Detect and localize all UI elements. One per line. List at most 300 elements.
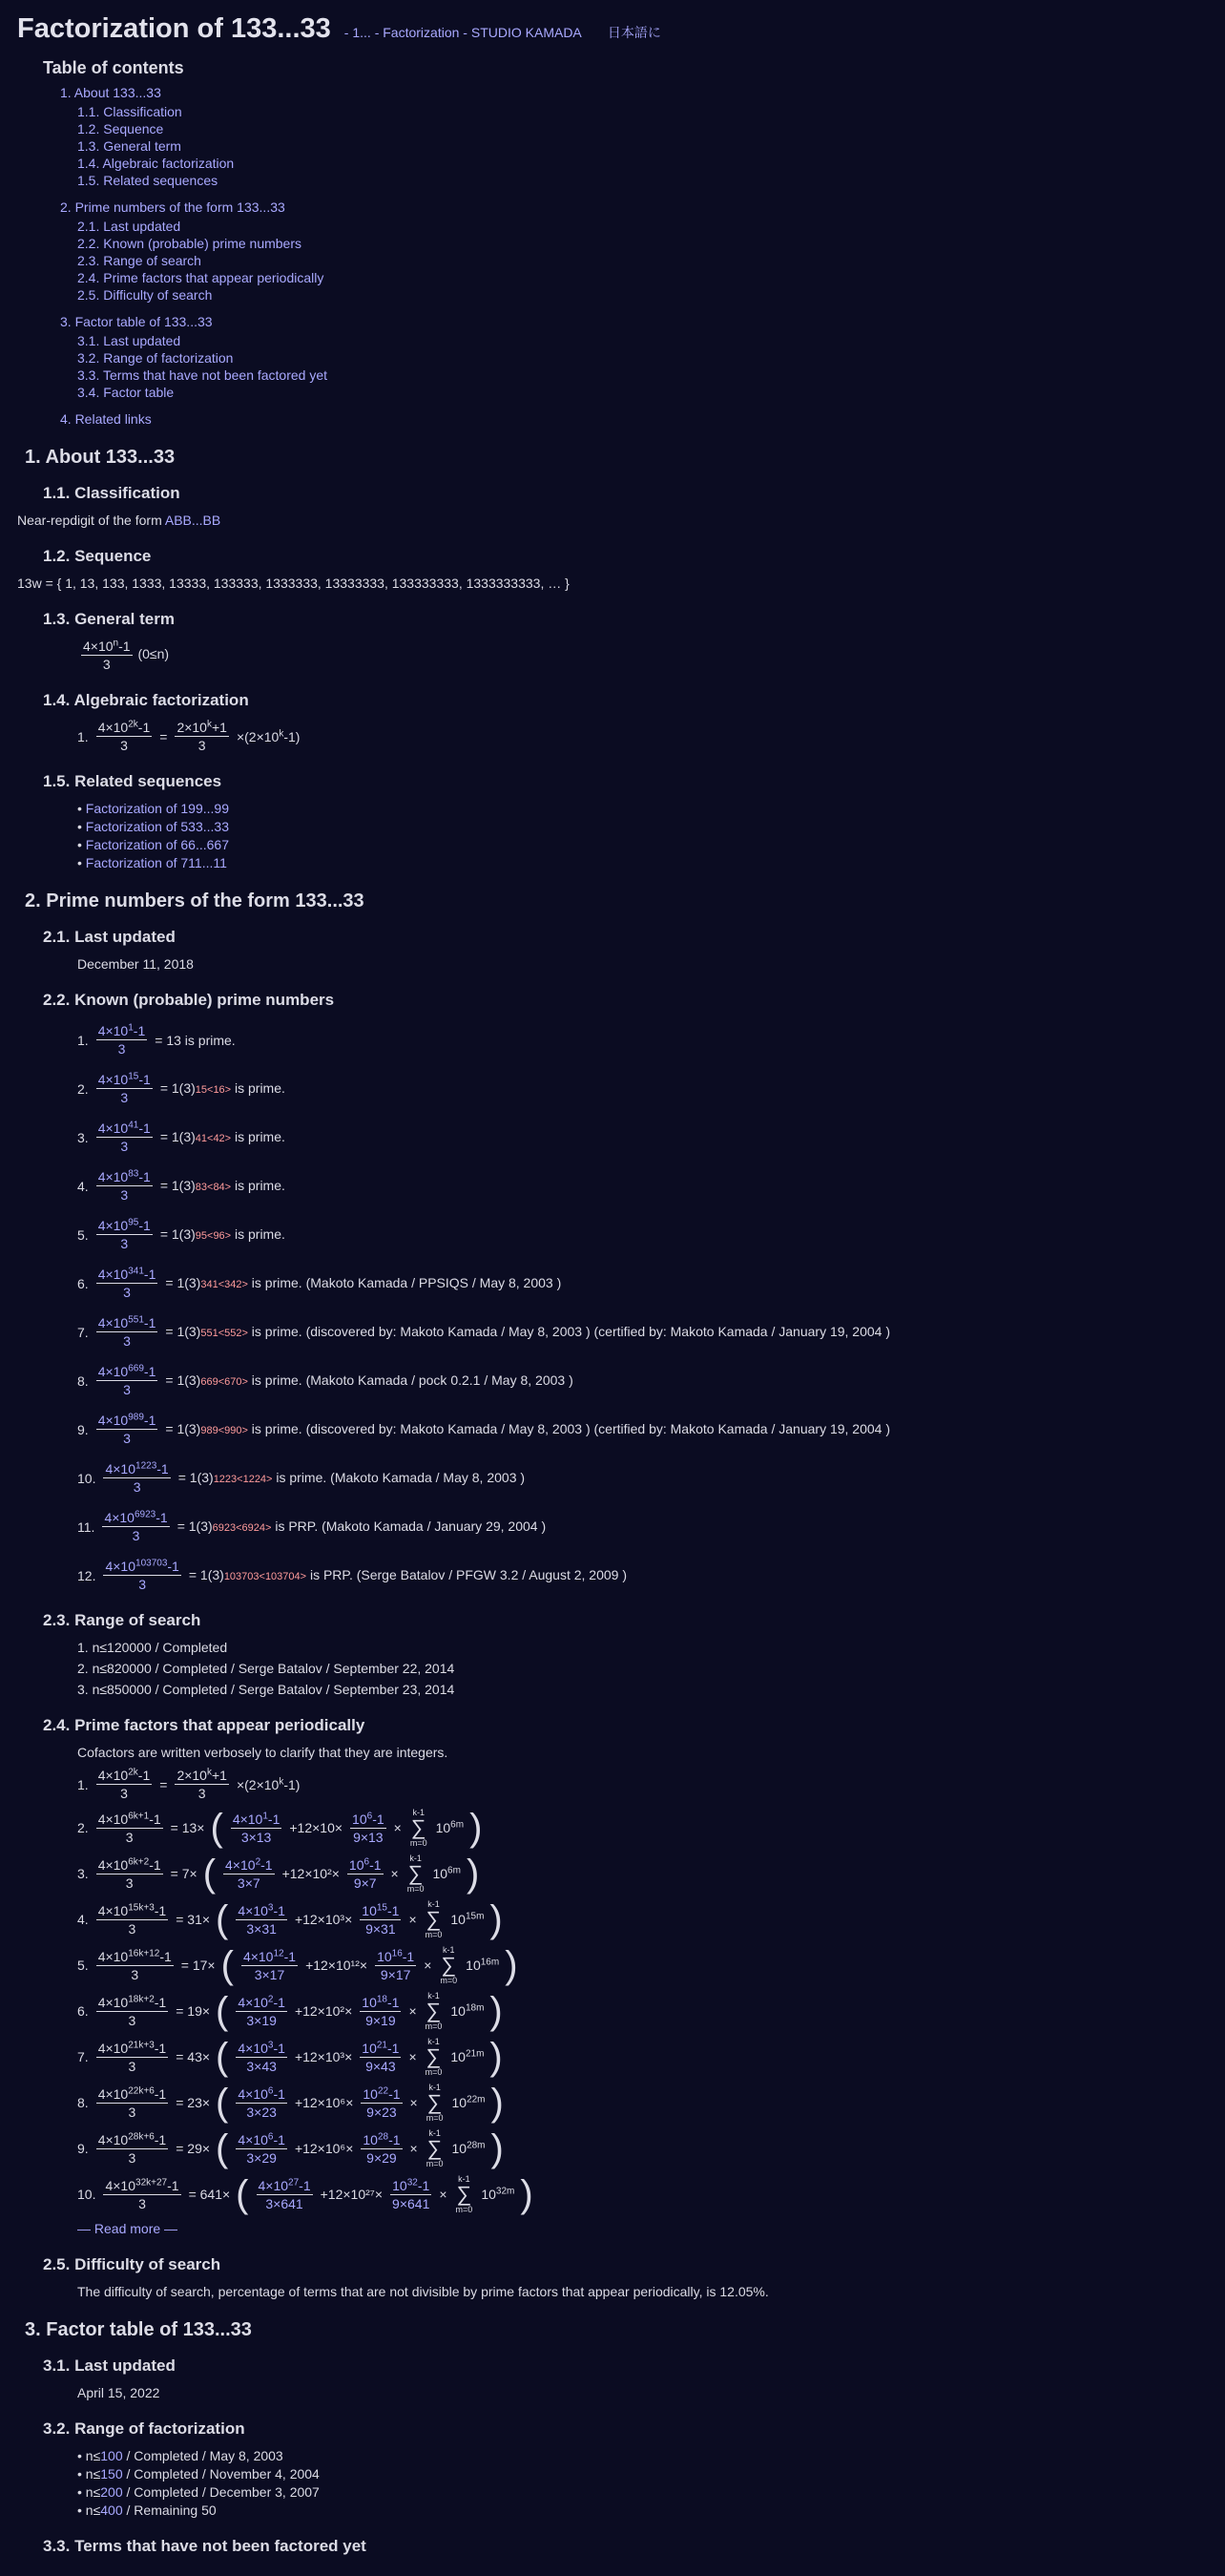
power-term: $10^{21m}$ <box>450 2048 485 2064</box>
toc-subitem <box>77 155 1208 172</box>
general-term: $\frac{4\times 10^n-1}{3}$ (0≤n) <box>83 638 170 672</box>
fraction-denominator: 3 <box>128 2104 136 2120</box>
power-term: $10^{6m}$ <box>432 1865 461 1881</box>
algebraic-factorization: 1. $\frac{4\times 10^{2k}-1}{3}$ = $\frac{2\times 10^k+1}{3}$ $\times(2\times 10^k-1)$ <box>77 719 301 753</box>
toc-item <box>60 84 1208 101</box>
close-paren: ) <box>505 1944 518 1986</box>
periodic-item <box>77 1899 1208 1939</box>
term-plus: +12×10¹²× <box>305 1958 368 1973</box>
toc-subitem <box>77 120 1208 137</box>
fraction-denominator: 9×13 <box>353 1829 384 1845</box>
fraction-denominator: 3×43 <box>246 2058 277 2074</box>
fraction-denominator: 3×31 <box>246 1920 277 1937</box>
fraction-numerator: $4\times 10^1-1$ <box>97 1022 146 1038</box>
fraction-numerator: $4\times 10^{6923}-1$ <box>104 1509 168 1525</box>
toc-sublink[interactable]: 3.1. Last updated <box>77 333 181 348</box>
times: × <box>424 1958 432 1973</box>
toc-sublink[interactable]: 1.5. Related sequences <box>77 173 218 188</box>
classification <box>17 512 1208 529</box>
periodic-fraction <box>96 2040 169 2075</box>
toc-link[interactable]: 3. Factor table of 133...33 <box>60 314 213 329</box>
prime-fraction[interactable] <box>96 1168 153 1204</box>
fraction-numerator: $4\times 10^{27}-1$ <box>258 2176 311 2193</box>
prime-item <box>77 1363 1208 1398</box>
heading-2-1: 2.1. Last updated <box>43 928 176 946</box>
fraction-numerator: $4\times 10^{32k+27}-1$ <box>105 2176 179 2193</box>
toc-item <box>60 410 1208 428</box>
toc-item <box>60 313 1208 330</box>
toc-subitem <box>77 252 1208 269</box>
sigma-glyph: ∑ <box>426 1907 442 1931</box>
periodic-item: 1. $\frac{4\times 10^{2k}-1}{3}$ = $\frac{2\times 10^k+1}{3}$ $\times(2\times 10^k-1)$ <box>77 1767 301 1801</box>
sigma-glyph: ∑ <box>426 2044 442 2068</box>
related-link[interactable]: Factorization of 533...33 <box>85 819 229 834</box>
prime-fraction[interactable] <box>103 1558 180 1593</box>
toc-sublink[interactable]: 3.2. Range of factorization <box>77 350 234 366</box>
range-link[interactable]: 200 <box>100 2484 123 2500</box>
heading-2-5: 2.5. Difficulty of search <box>43 2255 221 2273</box>
periodic-index: 4. <box>77 1912 89 1927</box>
open-paren: ( <box>216 2082 229 2124</box>
sigma-bottom: m=0 <box>440 1976 458 1985</box>
toc-sublink[interactable]: 1.1. Classification <box>77 104 182 119</box>
fraction-numerator: $10^{16}-1$ <box>377 1947 415 1964</box>
related-item: • Factorization of 711...11 <box>77 855 227 870</box>
times: × <box>439 2187 447 2202</box>
term-plus: +12×10⁶× <box>294 2095 354 2110</box>
prime-item <box>77 1022 1208 1058</box>
related-item: • Factorization of 199...99 <box>77 801 229 816</box>
power-term: $10^{18m}$ <box>450 2002 485 2019</box>
term-fraction <box>347 1856 384 1892</box>
prime-fraction[interactable] <box>103 1460 170 1496</box>
fraction-denominator: 3 <box>138 1577 147 1592</box>
fraction-denominator: 9×17 <box>380 1966 411 1982</box>
fraction-numerator: $10^{18}-1$ <box>362 1993 400 2010</box>
heading-1-2: 1.2. Sequence <box>43 547 152 565</box>
prime-factor: = 7× <box>170 1866 197 1881</box>
digit-count: 83<84> <box>195 1181 232 1193</box>
sigma-glyph: ∑ <box>441 1953 457 1977</box>
periodic-item <box>77 2037 1208 2077</box>
prime-factor: = 31× <box>176 1912 211 1927</box>
fraction-denominator: 3 <box>120 1139 129 1154</box>
toc-sublink[interactable]: 1.4. Algebraic factorization <box>77 156 235 171</box>
prime-index: 4. <box>77 1178 89 1194</box>
fraction-denominator: 3 <box>138 2195 146 2211</box>
crumb-root[interactable]: 1... <box>352 25 371 40</box>
toc-sublink[interactable]: 1.3. General term <box>77 138 181 154</box>
prime-item <box>77 1217 1208 1252</box>
toc-subitem <box>77 137 1208 155</box>
prime-value: = 1(3)551<552> is prime. (discovered by: Makoto Kamada / May 8, 2003 ) (certified by: Makoto Kamada / January 19, 2004 ) <box>165 1323 890 1339</box>
fraction-numerator: $4\times 10^{28k+6}-1$ <box>97 2130 167 2147</box>
related-sequences <box>77 800 1208 871</box>
heading-2-2: 2.2. Known (probable) prime numbers <box>43 991 335 1009</box>
fraction-numerator: $4\times 10^{6k+1}-1$ <box>97 1810 161 1827</box>
prime-item <box>77 1558 1208 1593</box>
fraction-numerator: $4\times 10^6-1$ <box>238 2084 285 2102</box>
fraction-numerator: $4\times 10^{18k+2}-1$ <box>97 1993 167 2010</box>
periodic-fraction <box>103 2177 180 2212</box>
term-fraction <box>360 1902 401 1937</box>
term-fraction <box>360 2040 401 2075</box>
toc-sublink[interactable]: 2.4. Prime factors that appear periodically <box>77 270 324 285</box>
open-paren: ( <box>216 2127 229 2169</box>
periodic-index: 7. <box>77 2049 89 2064</box>
sigma-top: k-1 <box>428 2128 441 2138</box>
prime-index: 3. <box>77 1129 89 1145</box>
section-1-title: 1. About 133...33 <box>25 447 176 468</box>
sigma-bottom: m=0 <box>426 2113 444 2123</box>
toc-sublink[interactable]: 1.2. Sequence <box>77 121 164 136</box>
sigma-symbol <box>407 1853 425 1894</box>
close-paren: ) <box>490 2127 504 2169</box>
fraction-numerator: $4\times 10^{1223}-1$ <box>105 1460 169 1476</box>
prime-item <box>77 1460 1208 1496</box>
fraction-denominator: 3 <box>128 2058 136 2074</box>
sigma-symbol <box>426 2037 443 2077</box>
term-plus: +12×10³× <box>294 2049 353 2064</box>
digit-count: 669<670> <box>200 1375 248 1388</box>
crumb-factorization[interactable]: Factorization <box>383 25 460 40</box>
range-item: 1. n≤120000 / Completed <box>77 1640 228 1655</box>
sigma-glyph: ∑ <box>426 1999 442 2022</box>
periodic-index: 9. <box>77 2141 89 2156</box>
prime-value: = 1(3)83<84> is prime. <box>159 1177 285 1193</box>
fraction-denominator: 3 <box>117 1041 126 1057</box>
toc-sublink[interactable]: 2.1. Last updated <box>77 219 181 234</box>
power-term: $10^{22m}$ <box>451 2094 486 2110</box>
periodic-fraction <box>96 1994 169 2029</box>
toc-sublink[interactable]: 3.4. Factor table <box>77 385 175 400</box>
classification-link[interactable]: ABB...BB <box>164 513 221 528</box>
fraction-numerator: $10^6-1$ <box>352 1810 384 1827</box>
sigma-symbol <box>440 1945 457 1985</box>
sigma-bottom: m=0 <box>406 1884 425 1894</box>
term-fraction <box>241 1948 298 1983</box>
prime-index: 8. <box>77 1372 89 1389</box>
prime-index: 9. <box>77 1421 89 1437</box>
prime-value: = 1(3)6923<6924> is PRP. (Makoto Kamada / January 29, 2004 ) <box>176 1518 547 1534</box>
term-fraction <box>361 2131 402 2167</box>
sequence-text: 13w = { 1, 13, 133, 1333, 13333, 133333, 1333333, 13333333, 133333333, 1333333333, … } <box>17 576 570 591</box>
factor-range-item: • n≤100 / Completed / May 8, 2003 <box>77 2448 283 2463</box>
prime-value: = 1(3)41<42> is prime. <box>159 1128 285 1144</box>
times: × <box>393 1820 402 1835</box>
term-fraction <box>375 1948 416 1983</box>
close-paren: ) <box>489 1898 503 1940</box>
digit-count: 95<96> <box>195 1229 232 1242</box>
toc-subitem <box>77 349 1208 367</box>
heading-1-5: 1.5. Related sequences <box>43 772 222 790</box>
times: × <box>409 2141 418 2156</box>
sigma-symbol <box>426 2083 444 2123</box>
fraction-numerator: $4\times 10^1-1$ <box>232 1810 280 1827</box>
prime-factor: = 29× <box>176 2141 211 2156</box>
heading-3-2: 3.2. Range of factorization <box>43 2419 245 2438</box>
range-link[interactable]: 400 <box>100 2503 123 2518</box>
toc-sublink[interactable]: 2.5. Difficulty of search <box>77 287 213 303</box>
prime-index: 2. <box>77 1080 89 1097</box>
digit-count: 551<552> <box>200 1327 248 1339</box>
term-plus: +12×10²× <box>294 2003 353 2019</box>
open-paren: ( <box>216 2036 229 2078</box>
fraction-denominator: 3×23 <box>246 2104 277 2120</box>
last-updated-2: December 11, 2018 <box>77 956 194 972</box>
page-title: Factorization of 133...33 <box>17 13 331 44</box>
sigma-bottom: m=0 <box>425 1930 443 1939</box>
fraction-denominator: 3×17 <box>254 1966 285 1982</box>
close-paren: ) <box>490 2082 504 2124</box>
toc-link[interactable]: 2. Prime numbers of the form 133...33 <box>60 199 285 215</box>
toc-subitem <box>77 367 1208 384</box>
toc-subitem <box>77 269 1208 286</box>
fraction-denominator: 3 <box>120 1187 129 1203</box>
prime-fraction[interactable] <box>96 1314 158 1350</box>
factor-range-item: • n≤200 / Completed / December 3, 2007 <box>77 2484 320 2500</box>
power-term: $10^{16m}$ <box>466 1957 500 1973</box>
related-item: • Factorization of 66...667 <box>77 837 229 852</box>
prime-index: 6. <box>77 1275 89 1291</box>
toc-subitem <box>77 384 1208 401</box>
periodic-index: 5. <box>77 1958 89 1973</box>
prime-fraction[interactable] <box>96 1120 153 1155</box>
fraction-denominator: 3 <box>125 1829 134 1845</box>
fraction-numerator: $4\times 10^{669}-1$ <box>97 1363 156 1379</box>
prime-fraction[interactable] <box>96 1217 153 1252</box>
prime-fraction[interactable] <box>102 1509 169 1544</box>
term-fraction <box>236 2085 287 2121</box>
term-fraction <box>360 1994 401 2029</box>
close-paren: ) <box>520 2173 533 2215</box>
sigma-top: k-1 <box>412 1808 425 1817</box>
sigma-top: k-1 <box>409 1853 422 1863</box>
power-term: $10^{28m}$ <box>451 2140 486 2156</box>
periodic-item <box>77 1808 1208 1848</box>
fraction-denominator: 3×19 <box>246 2012 277 2028</box>
periodic-fraction <box>96 1902 169 1937</box>
fraction-denominator: 3 <box>128 2149 136 2166</box>
periodic-fraction <box>96 1948 174 1983</box>
close-paren: ) <box>489 1990 503 2032</box>
fraction-denominator: 9×19 <box>365 2012 396 2028</box>
language-link[interactable]: 日本語に <box>607 25 661 40</box>
periodic-item <box>77 2128 1208 2168</box>
range-link[interactable]: 100 <box>100 2448 123 2463</box>
fraction-denominator: 3 <box>125 1874 134 1891</box>
prime-value: = 1(3)1223<1224> is prime. (Makoto Kamada / May 8, 2003 ) <box>177 1469 526 1485</box>
fraction-denominator: 3 <box>128 1920 136 1937</box>
sigma-top: k-1 <box>427 1899 440 1909</box>
crumb-studio[interactable]: STUDIO KAMADA <box>470 25 581 40</box>
toc-group <box>60 84 1208 189</box>
toc-subitem <box>77 332 1208 349</box>
power-term: $10^{32m}$ <box>481 2186 515 2202</box>
prime-fraction[interactable] <box>96 1412 158 1447</box>
sigma-top: k-1 <box>443 1945 455 1955</box>
periodic-item <box>77 1853 1208 1894</box>
periodic-fraction <box>96 2085 169 2121</box>
fraction-denominator: 9×31 <box>365 1920 396 1937</box>
sigma-top: k-1 <box>428 2083 441 2092</box>
prime-value: = 1(3)103703<103704> is PRP. (Serge Batalov / PFGW 3.2 / August 2, 2009 ) <box>188 1566 627 1582</box>
periodic-factors <box>77 1767 1208 2214</box>
fraction-numerator: $10^{22}-1$ <box>363 2084 401 2102</box>
fraction-numerator: $4\times 10^2-1$ <box>238 1993 285 2010</box>
sigma-symbol <box>426 1991 443 2031</box>
fraction-denominator: 3×29 <box>246 2149 277 2166</box>
sigma-top: k-1 <box>458 2174 470 2184</box>
sigma-top: k-1 <box>427 2037 440 2046</box>
toc-subitem <box>77 103 1208 120</box>
toc-sublink[interactable]: 3.3. Terms that have not been factored yet <box>77 367 328 383</box>
factor-range-item: • n≤150 / Completed / November 4, 2004 <box>77 2466 320 2482</box>
sigma-top: k-1 <box>427 1991 440 2000</box>
fraction-numerator: $4\times 10^{41}-1$ <box>97 1120 151 1136</box>
sigma-bottom: m=0 <box>409 1838 427 1848</box>
fraction-denominator: 9×29 <box>366 2149 397 2166</box>
sigma-symbol <box>456 2174 473 2214</box>
term-fraction <box>231 1811 282 1846</box>
range-item: 3. n≤850000 / Completed / Serge Batalov / September 23, 2014 <box>77 1682 455 1697</box>
sigma-glyph: ∑ <box>407 1861 424 1885</box>
fraction-denominator: 3 <box>120 1236 129 1251</box>
fraction-denominator: 3×13 <box>240 1829 272 1845</box>
fraction-numerator: $10^{28}-1$ <box>363 2130 401 2147</box>
fraction-denominator: 3 <box>133 1479 141 1495</box>
header <box>17 11 1208 46</box>
prime-factor: = 43× <box>176 2049 211 2064</box>
toc-sublink[interactable]: 2.3. Range of search <box>77 253 201 268</box>
term-fraction <box>390 2177 431 2212</box>
prime-item <box>77 1071 1208 1106</box>
prime-value: = 13 is prime. <box>155 1032 236 1048</box>
fraction-denominator: 9×23 <box>366 2104 397 2120</box>
prime-fraction[interactable] <box>96 1071 153 1106</box>
last-updated-3: April 15, 2022 <box>77 2385 160 2400</box>
fraction-numerator: $4\times 10^3-1$ <box>238 2039 285 2056</box>
prime-index: 10. <box>77 1470 96 1486</box>
sigma-glyph: ∑ <box>426 2090 443 2114</box>
prime-index: 11. <box>77 1518 95 1535</box>
digit-count: 41<42> <box>195 1132 232 1144</box>
related-item: • Factorization of 533...33 <box>77 819 229 834</box>
fraction-denominator: 3×641 <box>265 2195 303 2211</box>
fraction-denominator: 3 <box>123 1431 131 1446</box>
term-fraction <box>236 1994 287 2029</box>
toc-subitem <box>77 218 1208 235</box>
periodic-index: 2. <box>77 1820 89 1835</box>
sigma-symbol <box>426 1899 443 1939</box>
range-item: 2. n≤820000 / Completed / Serge Batalov / September 22, 2014 <box>77 1661 455 1676</box>
term-fraction <box>350 1811 386 1846</box>
open-paren: ( <box>220 1944 234 1986</box>
digit-count: 15<16> <box>195 1083 232 1096</box>
heading-3-1: 3.1. Last updated <box>43 2356 176 2375</box>
sigma-bottom: m=0 <box>455 2205 473 2214</box>
fraction-numerator: $4\times 10^{21k+3}-1$ <box>97 2039 167 2056</box>
fraction-denominator: 3 <box>120 1090 129 1105</box>
fraction-denominator: 3 <box>128 2012 136 2028</box>
prime-factor: = 641× <box>188 2187 231 2202</box>
close-paren: ) <box>489 2036 503 2078</box>
fraction-numerator: $4\times 10^{6k+2}-1$ <box>97 1855 161 1873</box>
range-link[interactable]: 150 <box>100 2466 123 2482</box>
fraction-numerator: $4\times 10^2-1$ <box>225 1855 273 1873</box>
fraction-denominator: 9×641 <box>392 2195 430 2211</box>
periodic-item <box>77 2083 1208 2123</box>
periodic-fraction <box>96 2131 169 2167</box>
term-fraction <box>236 2131 287 2167</box>
times: × <box>409 2095 418 2110</box>
fraction-numerator: $4\times 10^{989}-1$ <box>97 1412 156 1428</box>
close-paren: ) <box>466 1853 480 1895</box>
related-link[interactable]: Factorization of 66...667 <box>85 837 229 852</box>
toc-item <box>60 199 1208 216</box>
fraction-numerator: $10^6-1$ <box>348 1855 382 1873</box>
times: × <box>408 1912 417 1927</box>
term-fraction <box>257 2177 313 2212</box>
fraction-denominator: 9×43 <box>365 2058 396 2074</box>
fraction-numerator: $4\times 10^6-1$ <box>238 2130 285 2147</box>
prime-fraction[interactable] <box>96 1266 158 1301</box>
toc-subitem <box>77 172 1208 189</box>
fraction-numerator: $4\times 10^{95}-1$ <box>97 1217 151 1233</box>
prime-fraction[interactable] <box>96 1022 148 1058</box>
toc-link[interactable]: 4. Related links <box>60 411 152 427</box>
periodic-item <box>77 2174 1208 2214</box>
read-more-link[interactable]: — Read more — <box>77 2221 178 2236</box>
heading-2-3: 2.3. Range of search <box>43 1611 201 1629</box>
power-term: $10^{6m}$ <box>435 1819 465 1835</box>
search-ranges <box>77 1639 1208 1698</box>
periodic-item <box>77 1991 1208 2031</box>
fraction-denominator: 3 <box>123 1333 131 1349</box>
toc-sublink[interactable]: 2.2. Known (probable) prime numbers <box>77 236 302 251</box>
prime-value: = 1(3)95<96> is prime. <box>159 1225 285 1242</box>
prime-list <box>77 1022 1208 1593</box>
heading-1-4: 1.4. Algebraic factorization <box>43 691 249 709</box>
fraction-numerator: $4\times 10^{15}-1$ <box>97 1071 151 1087</box>
term-fraction <box>361 2085 402 2121</box>
related-link[interactable]: Factorization of 199...99 <box>85 801 229 816</box>
fraction-numerator: $4\times 10^{103703}-1$ <box>105 1558 179 1574</box>
fraction-denominator: 3 <box>123 1285 131 1300</box>
prime-value: = 1(3)989<990> is prime. (discovered by: Makoto Kamada / May 8, 2003 ) (certified by: Makoto Kamada / January 19, 2004 ) <box>165 1420 890 1436</box>
fraction-denominator: 3 <box>131 1966 139 1982</box>
heading-3-3: 3.3. Terms that have not been factored yet <box>43 2537 366 2555</box>
cofactor-note: Cofactors are written verbosely to clarify that they are integers. <box>77 1745 448 1760</box>
breadcrumb: - 1... - Factorization - STUDIO KAMADA 日本語に <box>343 25 661 40</box>
fraction-denominator: 3×7 <box>237 1874 260 1891</box>
fraction-numerator: $4\times 10^3-1$ <box>238 1901 285 1918</box>
prime-fraction[interactable] <box>96 1363 158 1398</box>
related-link[interactable]: Factorization of 711...11 <box>85 855 227 870</box>
term-plus: +12×10× <box>289 1820 343 1835</box>
periodic-fraction <box>96 1856 163 1892</box>
factorization-ranges <box>77 2447 1208 2519</box>
sigma-bottom: m=0 <box>426 2159 444 2168</box>
fraction-numerator: $10^{15}-1$ <box>362 1901 400 1918</box>
periodic-index: 10. <box>77 2187 96 2202</box>
prime-factor: = 19× <box>176 2003 211 2019</box>
toc-link[interactable]: 1. About 133...33 <box>60 85 161 100</box>
toc-group <box>60 199 1208 304</box>
toc-subitem <box>77 235 1208 252</box>
times: × <box>390 1866 399 1881</box>
difficulty-text: The difficulty of search, percentage of terms that are not divisible by prime factors that appear periodically, is 12.05%. <box>77 2284 769 2299</box>
